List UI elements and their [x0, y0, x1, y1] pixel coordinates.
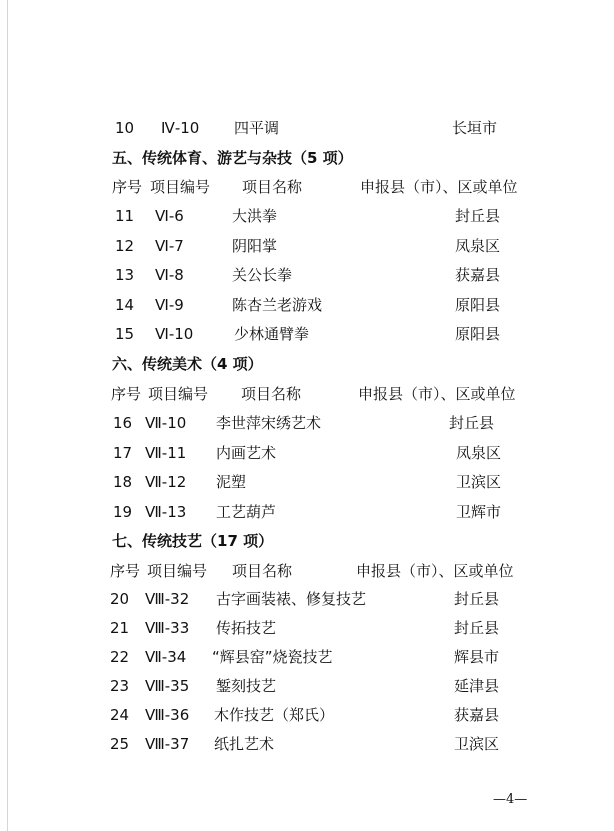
row-code: Ⅵ-7 [155, 237, 184, 255]
row-name: 四平调 [234, 119, 280, 137]
row-name: 纸扎艺术 [214, 735, 275, 753]
row-unit: 封丘县 [454, 619, 500, 637]
row-name: 少林通臂拳 [234, 325, 310, 343]
row-code: Ⅷ-33 [145, 619, 190, 637]
row-unit: 封丘县 [454, 590, 500, 608]
row-unit: 获嘉县 [454, 706, 500, 724]
section-heading: 五、传统体育、游艺与杂技（5 项） [112, 149, 353, 167]
row-name: 内画艺术 [216, 444, 277, 462]
header-code: 项目编号 [147, 562, 208, 580]
row-code: Ⅳ-10 [161, 119, 200, 137]
row-unit: 长垣市 [452, 119, 498, 137]
table-header [0, 382, 614, 406]
row-name: 阴阳掌 [232, 237, 278, 255]
row-seq: 24 [110, 706, 130, 724]
row-code: Ⅷ-37 [145, 735, 190, 753]
header-unit: 申报县（市）、区或单位 [356, 562, 514, 580]
table-row [0, 500, 614, 524]
row-seq: 16 [113, 414, 133, 432]
row-name: 古字画装裱、修复技艺 [216, 590, 367, 608]
row-code: Ⅵ-6 [155, 207, 184, 225]
page-number: —4— [493, 792, 528, 807]
header-name: 项目名称 [232, 562, 293, 580]
row-name: 木作技艺（郑氏） [214, 706, 335, 724]
row-code: Ⅶ-12 [145, 473, 187, 491]
row-code: Ⅷ-35 [145, 677, 190, 695]
row-seq: 18 [113, 473, 133, 491]
table-row [0, 587, 614, 611]
row-unit: 原阳县 [455, 325, 501, 343]
header-name: 项目名称 [242, 178, 303, 196]
header-code: 项目编号 [148, 385, 209, 403]
row-seq: 11 [115, 207, 135, 225]
table-header [0, 559, 614, 583]
header-seq: 序号 [112, 178, 143, 196]
row-unit: 获嘉县 [455, 266, 501, 284]
row-unit: 凤泉区 [455, 237, 501, 255]
table-row [0, 234, 614, 258]
table-row [0, 441, 614, 465]
row-seq: 15 [115, 325, 135, 343]
header-unit: 申报县（市）、区或单位 [358, 385, 516, 403]
row-seq: 19 [113, 503, 133, 521]
row-name: 陈杏兰老游戏 [232, 296, 323, 314]
row-seq: 14 [115, 296, 135, 314]
row-name: 李世萍宋绣艺术 [216, 414, 322, 432]
table-row [0, 470, 614, 494]
header-unit: 申报县（市）、区或单位 [360, 178, 518, 196]
table-row [0, 703, 614, 727]
row-code: Ⅵ-10 [155, 325, 194, 343]
row-unit: 封丘县 [455, 207, 501, 225]
row-name: 錾刻技艺 [216, 677, 277, 695]
row-unit: 卫滨区 [454, 735, 500, 753]
table-row [0, 204, 614, 228]
row-seq: 13 [115, 266, 135, 284]
table-row [0, 674, 614, 698]
row-code: Ⅶ-13 [145, 503, 187, 521]
row-code: Ⅵ-9 [155, 296, 184, 314]
table-row [0, 116, 614, 140]
row-unit: 封丘县 [449, 414, 495, 432]
section-heading: 六、传统美术（4 项） [112, 355, 263, 373]
row-unit: 延津县 [454, 677, 500, 695]
row-unit: 卫滨区 [456, 473, 502, 491]
row-seq: 25 [110, 735, 130, 753]
table-row [0, 616, 614, 640]
table-row [0, 322, 614, 346]
row-name: “辉县窑”烧瓷技艺 [212, 648, 333, 666]
row-seq: 22 [110, 648, 130, 666]
row-name: 泥塑 [216, 473, 247, 491]
row-code: Ⅶ-10 [145, 414, 187, 432]
row-code: Ⅷ-32 [145, 590, 190, 608]
table-row [0, 732, 614, 756]
row-name: 传拓技艺 [216, 619, 277, 637]
header-seq: 序号 [110, 562, 141, 580]
table-row [0, 293, 614, 317]
section-heading: 七、传统技艺（17 项） [112, 532, 274, 550]
row-seq: 17 [113, 444, 133, 462]
row-name: 大洪拳 [232, 207, 278, 225]
header-name: 项目名称 [241, 385, 302, 403]
row-name: 工艺葫芦 [216, 503, 277, 521]
row-name: 关公长拳 [232, 266, 293, 284]
row-code: Ⅶ-11 [145, 444, 187, 462]
row-code: Ⅵ-8 [155, 266, 184, 284]
table-header [0, 175, 614, 199]
header-code: 项目编号 [150, 178, 211, 196]
table-row [0, 263, 614, 287]
row-unit: 辉县市 [454, 648, 500, 666]
row-unit: 原阳县 [455, 296, 501, 314]
row-seq: 10 [115, 119, 135, 137]
row-code: Ⅷ-36 [145, 706, 190, 724]
row-seq: 21 [110, 619, 130, 637]
header-seq: 序号 [111, 385, 142, 403]
row-seq: 23 [110, 677, 130, 695]
row-unit: 凤泉区 [456, 444, 502, 462]
table-row [0, 411, 614, 435]
row-seq: 12 [115, 237, 135, 255]
table-row [0, 645, 614, 669]
row-seq: 20 [110, 590, 130, 608]
row-unit: 卫辉市 [456, 503, 502, 521]
row-code: Ⅶ-34 [145, 648, 187, 666]
